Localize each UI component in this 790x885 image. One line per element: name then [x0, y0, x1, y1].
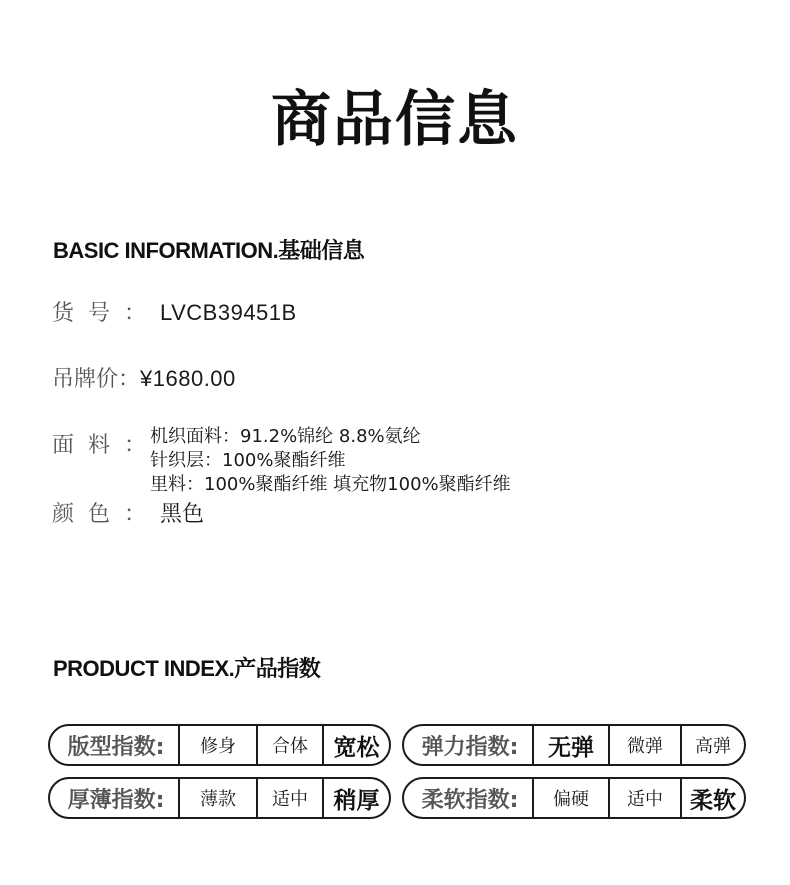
index-option: 薄款: [180, 779, 258, 817]
index-group-softness: [402, 777, 746, 819]
basic-info-heading-en: BASIC INFORMATION.: [53, 238, 279, 263]
index-label: 版型指数:: [50, 726, 180, 764]
index-option: 修身: [180, 726, 258, 764]
fabric-list: [150, 425, 511, 497]
product-index-heading-en: PRODUCT INDEX.: [53, 656, 235, 681]
index-option: 合体: [258, 726, 324, 764]
index-group-elasticity: [402, 724, 746, 766]
color-label: 颜色：: [52, 502, 161, 527]
fabric-row: [52, 428, 160, 459]
price-row: [52, 362, 236, 393]
index-option: 适中: [258, 779, 324, 817]
price-value: ¥1680.00: [140, 366, 236, 391]
color-value: 黑色: [160, 502, 205, 527]
sku-label: 货号：: [52, 301, 161, 326]
page-title: 商品信息: [271, 85, 519, 155]
sku-row: [52, 296, 297, 327]
index-label: 弹力指数:: [404, 726, 534, 764]
fabric-line: 机织面料：91.2%锦纶 8.8%氨纶: [150, 426, 421, 447]
index-option: 高弹: [695, 736, 731, 757]
index-label: 柔软指数:: [404, 779, 534, 817]
index-label: 厚薄指数:: [50, 779, 180, 817]
sku-value: LVCB39451B: [160, 300, 297, 325]
index-option: 偏硬: [534, 779, 610, 817]
index-option: 适中: [610, 779, 682, 817]
product-index-heading-cn: 产品指数: [234, 657, 321, 682]
price-label: 吊牌价：: [52, 367, 141, 392]
product-index-heading: [53, 652, 320, 683]
index-group-thickness: [48, 777, 391, 819]
fabric-line: 里料：100%聚酯纤维 填充物100%聚酯纤维: [150, 474, 511, 495]
fabric-label: 面料：: [52, 433, 161, 458]
basic-info-heading-cn: 基础信息: [278, 239, 365, 264]
index-option-selected: 稍厚: [333, 787, 380, 814]
basic-info-heading: [53, 234, 364, 265]
index-option: 微弹: [610, 726, 682, 764]
color-row: [52, 497, 204, 528]
index-option-selected: 无弹: [534, 726, 610, 764]
index-group-fit: [48, 724, 391, 766]
fabric-line: 针织层：100%聚酯纤维: [150, 450, 346, 471]
index-option-selected: 柔软: [690, 787, 736, 814]
index-option-selected: 宽松: [333, 734, 380, 761]
